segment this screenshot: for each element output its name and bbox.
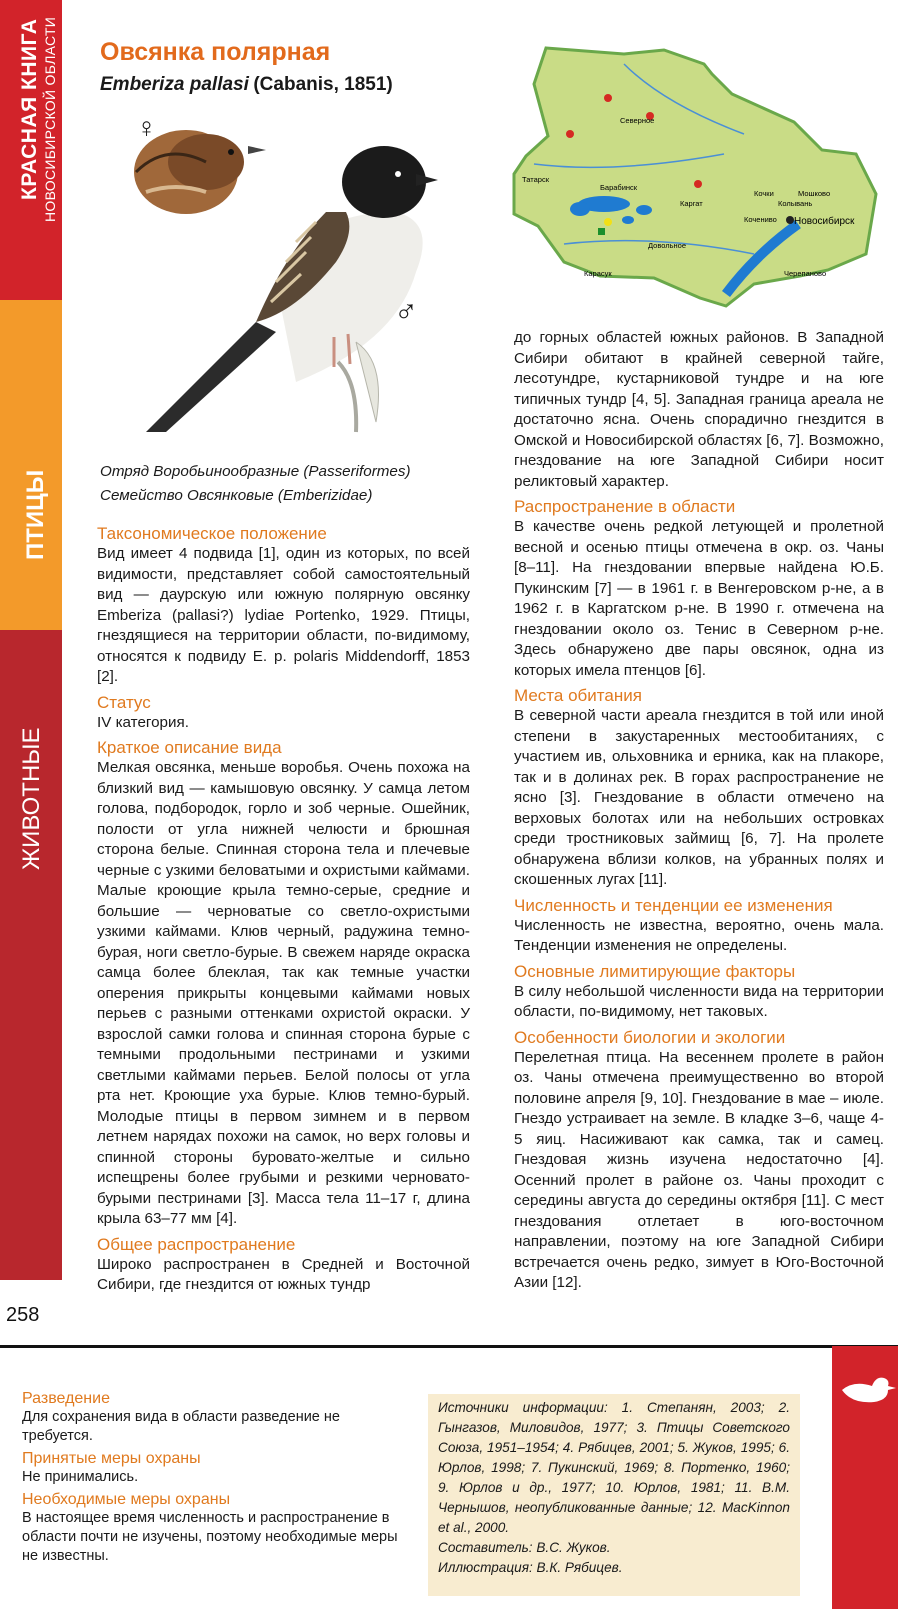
map-label: Северное [620,116,655,125]
section-text: Не принимались. [22,1469,139,1485]
section-text: до горных областей южных районов. В Западной Сибири обитают в крайней северной тайге, лесотундре, кустарниковой тундре и на юге типичных тундр [4, 5]. Западная граница ареала не достаточно ясна. Очень спорадично гнездится в Омской и Новосибирской областях [6, 7]. Возможно, гнездование на юге Западной Сибири носит реликтовый характер. [514,329,884,490]
map-label: Татарск [522,175,549,184]
map-label: Каргат [680,199,703,208]
section-text: Широко распространен в Средней и Восточной Сибири, где гнездится от южных тундр [97,1255,470,1293]
section-text: В силу небольшой численности вида на территории области, по-видимому, нет таковых. [514,982,884,1020]
section-text: Численность не известна, вероятно, очень мала. Тенденции изменения не определены. [514,916,884,954]
bird-illustration [126,112,486,442]
map-label: Кочениво [744,215,777,224]
compiler-text: Составитель: В.С. Жуков. [438,1540,611,1555]
taxonomy-block [100,462,470,506]
latin-author: (Cabanis, 1851) [253,74,393,95]
section-text: Перелетная птица. На весеннем пролете в район оз. Чаны отмечена преимущественно во второй половине апреля [9, 10]. Гнездование в мае – июле. Гнездо устраивает на земле. В кладке 3–6, чаще 4-5 яиц. Насиживают как самка, так и самец. Гнездовая жизнь изучена недостаточно [4]. Осенний пролет в районе оз. Чаны проходит с середины августа до середины октября [11]. С мест гнездования отлетает в юго-восточном направлении, поэтому на юге Западной Сибири встречается очень редко, зимует в Юго-Восточной Азии [12]. [514,1048,884,1291]
section-heading: Особенности биологии и экологии [514,1027,786,1047]
section-text: В настоящее время численность и распространение в области почти не изучены, поэтому необходимые меры не известны. [22,1510,398,1564]
map-label: Черепаново [784,269,827,278]
bottom-red-tab [832,1346,898,1609]
section-text: IV категория. [97,713,189,731]
order-line: Отряд Воробьинообразные (Passeriformes) [100,463,411,480]
section-heading: Разведение [22,1390,110,1407]
section-heading: Основные лимитирующие факторы [514,961,796,981]
left-column [97,523,470,1296]
map-label: Барабинск [600,183,638,192]
section-heading: Принятые меры охраны [22,1450,201,1467]
sources-box [428,1394,800,1596]
section-heading: Общее распространение [97,1234,296,1254]
category-label: ЖИВОТНЫЕ [18,727,45,870]
section-heading: Краткое описание вида [97,738,282,757]
section-label: ПТИЦЫ [22,469,49,560]
section-text: Для сохранения вида в области разведение не требуется. [22,1409,340,1444]
female-symbol: ♀ [136,112,157,143]
right-column [514,328,884,1294]
map-label: Довольное [648,241,687,250]
section-heading: Необходимые меры охраны [22,1491,231,1508]
map-label: Мошково [798,189,831,198]
map-label: Карасук [584,269,612,278]
section-heading: Распространение в области [514,497,736,516]
section-text: В северной части ареала гнездится в той или иной степени в закустаренных местообитаниях, с участием ив, ольховника и ерника, как на плакоре, так и в долинах рек. В горах распространение не ясно [3]. Гнездование в области отмечено на верховых болотах или на небольших островках среди тростниковых займищ [6, 7]. На пролете обнаружена вблизи колков, на убранных полях и скошенных лугах [11]. [514,707,884,888]
family-line: Семейство Овсянковые (Emberizidae) [100,486,373,504]
duck-icon [832,1354,898,1414]
page-number: 258 [6,1304,40,1326]
map-label: Новосибирск [794,216,855,227]
section-heading: Численность и тенденции ее изменения [514,895,833,915]
distribution-map [504,44,886,314]
latin-name: Emberiza pallasi [100,74,249,95]
section-heading: Таксономическое положение [97,524,327,543]
map-label: Кочки [754,189,774,198]
section-heading: Места обитания [514,686,642,705]
male-symbol: ♂ [394,292,418,328]
bottom-left [22,1390,398,1566]
illustration-credit: Иллюстрация: В.К. Рябицев. [438,1560,623,1575]
species-latin [100,74,393,96]
species-title: Овсянка полярная [100,38,331,66]
book-title: КРАСНАЯ КНИГА [18,18,41,200]
map-label: Колывань [778,199,813,208]
section-text: Вид имеет 4 подвида [1], один из которых, по всей видимости, представляет собой самостоятельный вид — даурскую или южную полярную овсянку Emberiza (pallasi?) lydiae Portenko, 1929. Птицы, гнездящиеся на территории области, по-видимому, относятся к подвиду E. p. polaris Middendorff, 1853 [2]. [97,545,470,685]
section-text: Мелкая овсянка, меньше воробья. Очень похожа на близкий вид — камышовую овсянку. У самца летом голова, подбородок, горло и зоб черные. Ошейник, полости от угла нижней челюсти и брюшная сторона белые. Спинная сторона тела и плечевые черные с узкими беловатыми и охристыми каймами. Малые кроющие крыла темно-серые, средние и большие — черноватые со светло-охристыми узкими каймами. Клюв черный, радужина темно-бурая, ноги светло-бурые. В свежем наряде окраска самца более блеклая, так как темные участки оперения прикрыты концевыми каймами новых перьев с разными оттенками охристой окраски. У взрослой самки голова и спинная сторона бурые с темными продольными пестринами и узкими светлыми каймами перьев. Белой полосы от угла рта нет. Кроющие уха бурые. Клюв темно-бурый. Молодые птицы в первом зимнем и в первом летнем нарядах похожи на самок, но верх головы и спинной стороны буровато-желтые и сильно испещрены более грубыми и резкими черновато-бурыми пестринами [3]. Масса тела 11–17 г, длина крыла 63–77 мм [4]. [97,759,470,1227]
section-heading: Статус [97,692,151,712]
section-text: В качестве очень редкой летующей и пролетной весной и осенью птицы отмечена в окр. оз. Чаны [8–11]. На гнездовании впервые найдена Ю.Б. Пукинским [7] — в 1961 г. в Венгеровском р-не, а в 1962 г. в Каргатском р-не. В 1990 г. отмечена на гнездовании около оз. Тенис в Северном р-не. Здесь обнаружено две пары овсянок, одна из которых имела птенцов [6]. [514,518,884,679]
book-subtitle: НОВОСИБИРСКОЙ ОБЛАСТИ [42,16,58,222]
sources-text: Источники информации: 1. Степанян, 2003; 2. Гынгазов, Миловидов, 1977; 3. Птицы Советского Союза, 1951–1954; 4. Рябицев, 2001; 5. Жуков, 1995; 6. Юрлов, 1998; 7. Пукинский, 1969; 8. Портенко, 1960; 9. Юрлов и др., 1977; 10. Юрлов, 1981; 11. В.М. Чернышов, неопубликованные данные; 12. MacKinnon et al., 2000. [438,1400,790,1535]
